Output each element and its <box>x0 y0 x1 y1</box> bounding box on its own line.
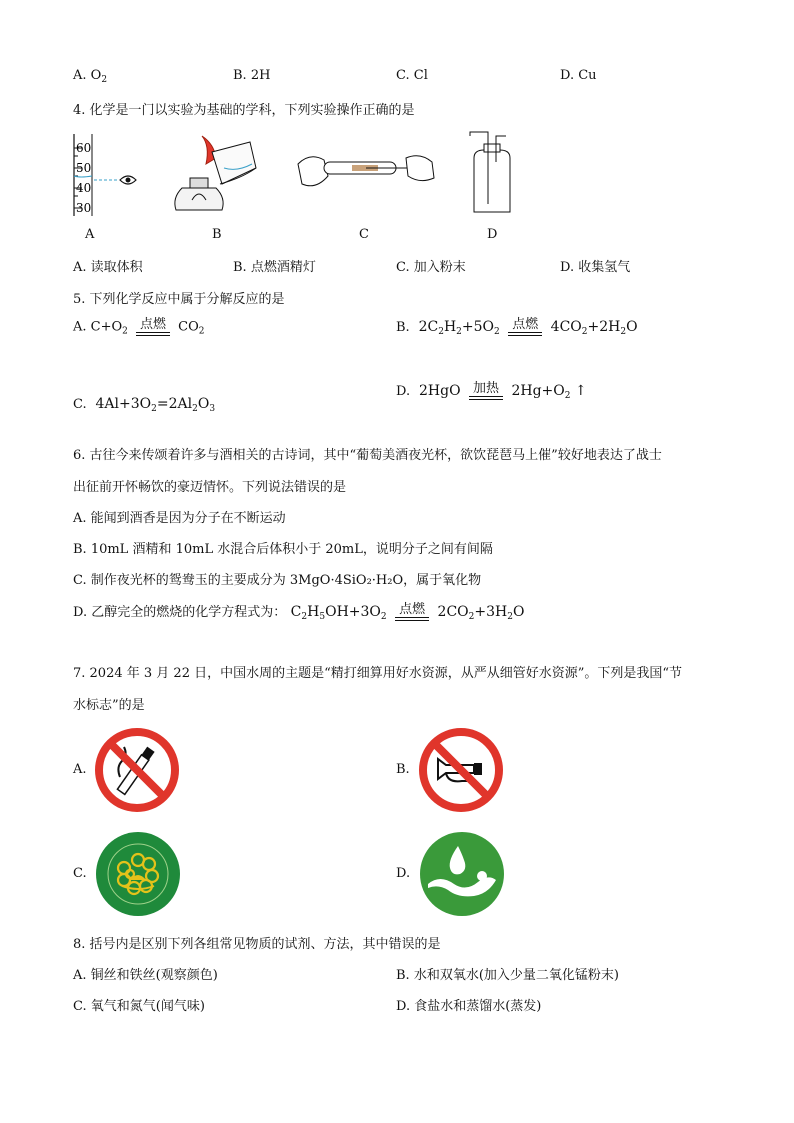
q5-d-condition: 加热 <box>472 381 499 396</box>
no-horn-icon[interactable] <box>418 727 504 813</box>
q7-label-c[interactable]: C. <box>73 866 87 881</box>
q6-stem-line2: 出征前开怀畅饮的豪迈情怀。下列说法错误的是 <box>73 480 347 495</box>
q5-b-prefix: B. <box>396 320 410 335</box>
q4-figure-b <box>162 128 262 220</box>
q7-label-d[interactable]: D. <box>396 866 411 881</box>
q4-stem: 4. 化学是一门以实验为基础的学科，下列实验操作正确的是 <box>73 103 415 118</box>
scale-50: 50 <box>76 161 92 175</box>
eye-icon <box>120 176 136 184</box>
q7-stem-line2: 水标志”的是 <box>73 698 145 713</box>
q5-d-prefix: D. <box>396 384 411 399</box>
q8-option-b[interactable]: B. 水和双氧水(加入少量二氧化锰粉末) <box>396 968 619 983</box>
q5-b-left: 2C <box>418 319 439 335</box>
q6-d-text: D. 乙醇完全的燃烧的化学方程式为： <box>73 605 287 620</box>
q6-option-c[interactable]: C. 制作夜光杯的鸳鸯玉的主要成分为 3MgO·4SiO₂·H₂O，属于氧化物 <box>73 573 482 588</box>
q7-label-a[interactable]: A. <box>73 762 87 777</box>
q3-option-a-sub: 2 <box>101 75 108 85</box>
q6-stem-line1: 6. 古往今来传颂着许多与酒相关的古诗词，其中“葡萄美酒夜光杯，欲饮琵琶马上催”较好地表达了战士 <box>73 448 662 463</box>
q6-option-d[interactable]: D. 乙醇完全的燃烧的化学方程式为： $C_2H_5OH+3O_2$ 点燃 $2CO_2+3H_2O$ <box>73 602 525 622</box>
q4-figure-a <box>70 132 150 220</box>
q5-option-c[interactable]: C. $4Al+3O_2=2Al_2O_3$ <box>73 396 216 414</box>
q4-label-a: A <box>85 227 95 242</box>
no-smoking-icon[interactable] <box>94 727 180 813</box>
q5-a-product: CO <box>178 319 199 335</box>
q5-b-condition: 点燃 <box>512 317 539 332</box>
q3-option-a[interactable] <box>73 68 107 83</box>
q5-option-b[interactable]: B. $2C_2H_2+5O_2$ 点燃 $4CO_2+2H_2O$ <box>396 317 638 337</box>
environmental-label-icon[interactable] <box>94 830 182 918</box>
q5-c-prefix: C. <box>73 397 87 412</box>
q5-a-left: A. C+O <box>73 319 123 335</box>
q3-option-d[interactable]: D. Cu <box>560 68 597 83</box>
q5-stem: 5. 下列化学反应中属于分解反应的是 <box>73 292 285 307</box>
q8-option-d[interactable]: D. 食盐水和蒸馏水(蒸发) <box>396 999 542 1014</box>
q4-figure-d <box>460 128 520 218</box>
q3-option-b[interactable]: B. 2H <box>233 68 271 83</box>
q4-label-b: B <box>212 227 222 242</box>
q5-option-d[interactable]: D. 2HgO 加热 $2Hg+O_2$ ↑ <box>396 381 587 401</box>
q8-option-a[interactable]: A. 铜丝和铁丝(观察颜色) <box>73 968 218 983</box>
q4-option-c[interactable]: C. 加入粉末 <box>396 260 466 275</box>
q4-label-d: D <box>487 227 498 242</box>
q8-option-c[interactable]: C. 氧气和氮气(闻气味) <box>73 999 205 1014</box>
q4-option-b[interactable]: B. 点燃酒精灯 <box>233 260 316 275</box>
q6-d-condition: 点燃 <box>399 602 426 617</box>
q3-option-c[interactable]: C. Cl <box>396 68 428 83</box>
q4-figure-c <box>296 146 436 198</box>
q4-option-a[interactable]: A. 读取体积 <box>73 260 143 275</box>
q7-label-b[interactable]: B. <box>396 762 410 777</box>
q4-label-c: C <box>359 227 369 242</box>
q3-option-a-text: A. O <box>73 68 102 83</box>
q8-stem: 8. 括号内是区别下列各组常见物质的试剂、方法，其中错误的是 <box>73 937 441 952</box>
q6-option-b[interactable]: B. 10mL 酒精和 10mL 水混合后体积小于 20mL，说明分子之间有间隔 <box>73 542 493 557</box>
q7-stem-line1: 7. 2024 年 3 月 22 日，中国水周的主题是“精打细算用好水资源，从严从细管好水资源”。下列是我国“节 <box>73 666 683 681</box>
q4-option-d[interactable]: D. 收集氢气 <box>560 260 631 275</box>
q6-option-a[interactable]: A. 能闻到酒香是因为分子在不断运动 <box>73 511 286 526</box>
water-saving-icon[interactable] <box>418 830 506 918</box>
scale-60: 60 <box>76 141 92 155</box>
q5-option-a[interactable]: A. $C+O_2$ 点燃 $CO_2$ <box>73 317 205 337</box>
q5-a-condition: 点燃 <box>140 317 167 332</box>
scale-30: 30 <box>76 201 92 215</box>
scale-40: 40 <box>76 181 92 195</box>
